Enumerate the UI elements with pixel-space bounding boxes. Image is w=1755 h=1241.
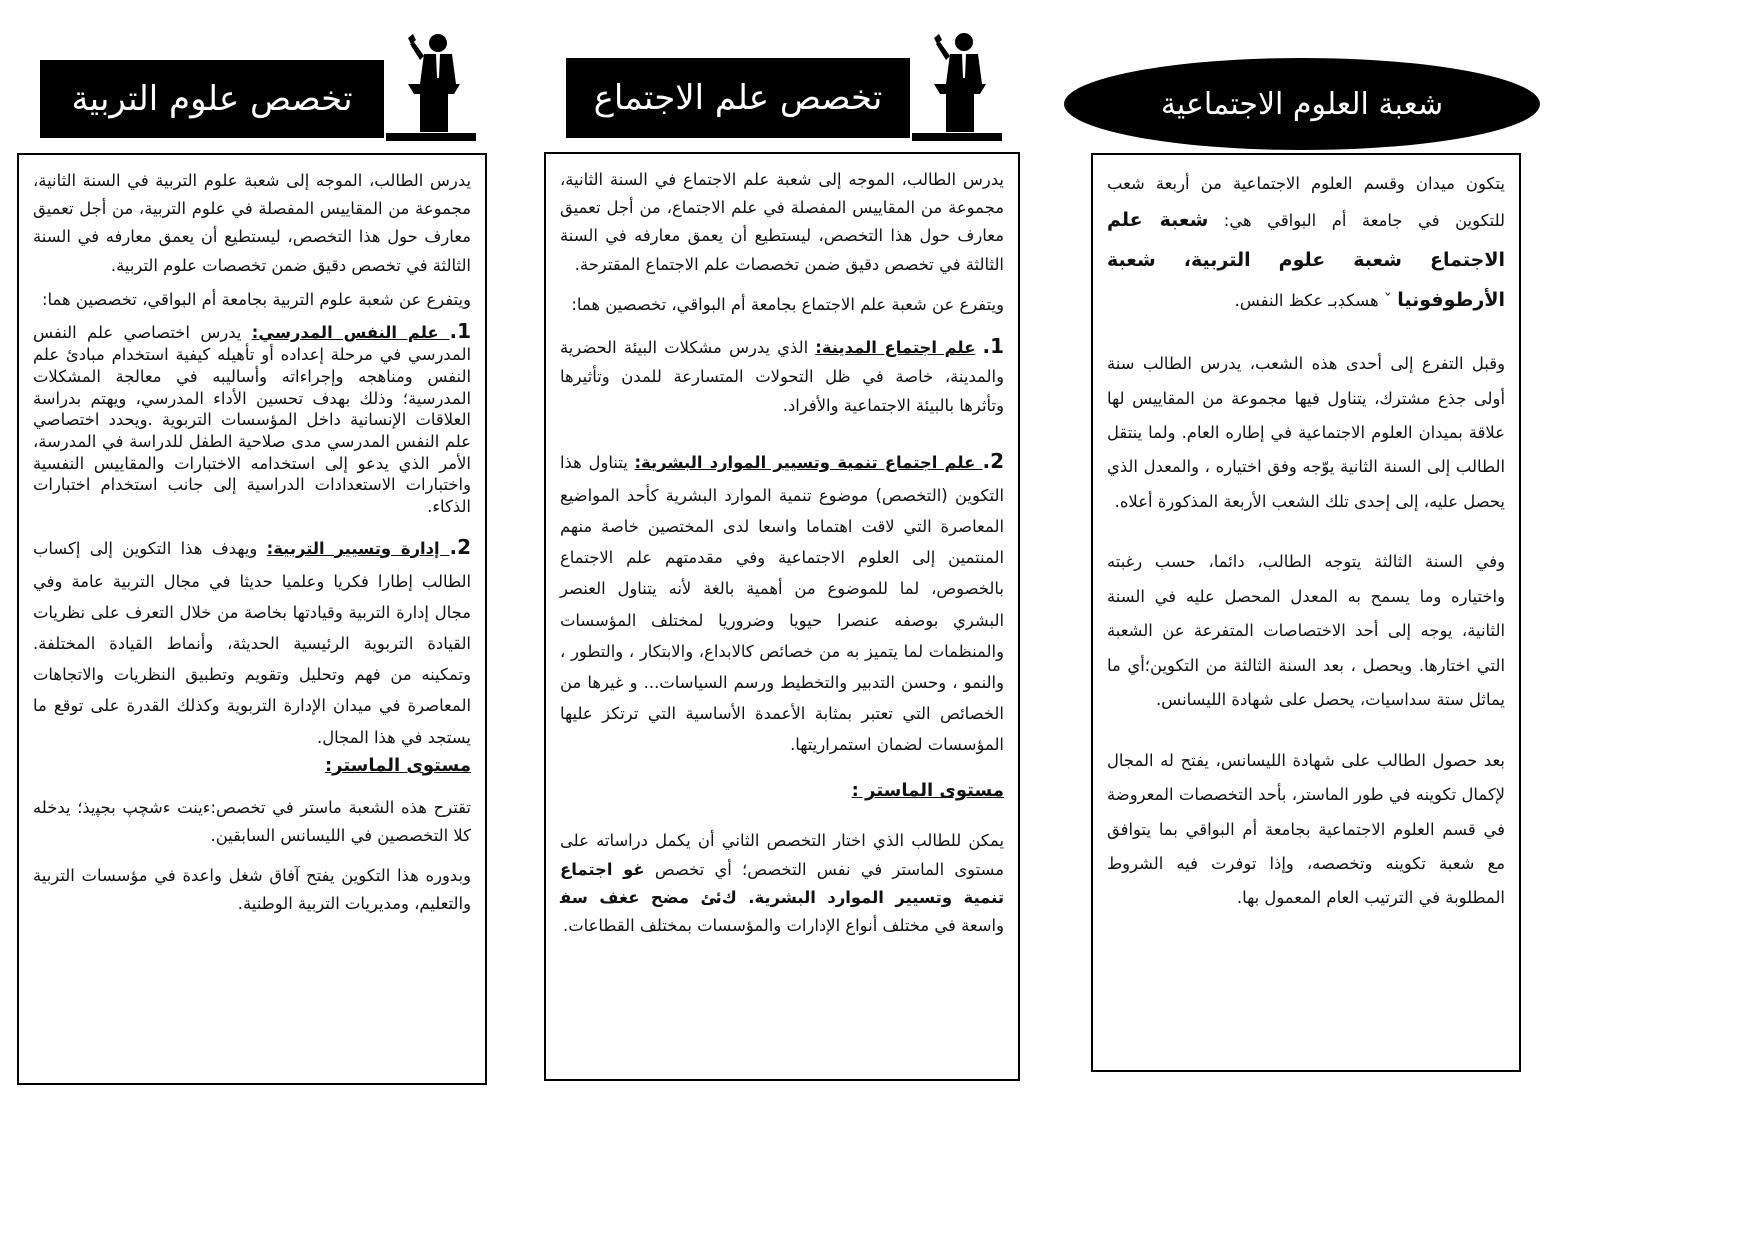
paragraph-third-year: وفي السنة الثالثة يتوجه الطالب، دائما، حسب رغبته واختياره وما يسمح به المعدل المحصل عليه في السنة الثانية، يوجه إلى أحد الاختصاصات المتفرعة عن الشعبة التي اختارها. ويحصل ، بعد السنة الثالثة من التكوين؛أي ما يماثل ستة سداسيات، يحصل على شهادة الليسانس. [1107, 552, 1505, 710]
header-sociology-label: تخصص علم الاجتماع [593, 78, 883, 118]
departments-list: شعبة علم الاجتماع شعبة علوم التربية، شعبة الأرطوفونيا [1107, 209, 1505, 312]
garbled-text: ﻙﺋﺊ ﻣﻀﺢ ﻋﻐﻒ ﺳﻔ [560, 887, 749, 907]
paragraph-branches: ويتفرع عن شعبة علم الاجتماع بجامعة أم البواقي، تخصصين هما: [571, 294, 1004, 314]
section-hr-sociology [560, 442, 1004, 761]
text: تقترح هذه الشعبة ماستر في تخصص: [210, 797, 471, 817]
paragraph-master [560, 827, 1004, 940]
section-number: 1. [449, 319, 471, 344]
section-text: الذي يدرس مشكلات البيئة الحضرية والمدينة، خاصة في ظل التحولات المتسارعة للمدن وتأثيرها وتأثرها بالبيئة الاجتماعية والأفراد. [560, 338, 1004, 415]
header-social-sciences [1064, 58, 1540, 150]
paragraph-branches: ويتفرع عن شعبة علوم التربية بجامعة أم البواقي، تخصصين هما: [42, 289, 471, 309]
header-education-label: تخصص علوم التربية [71, 79, 353, 119]
section-school-psychology [33, 318, 471, 518]
section-title: علم النفس المدرسي: [251, 323, 450, 343]
paragraph-common-core: وقبل التفرع إلى أحدى هذه الشعب، يدرس الطالب سنة أولى جذع مشترك، يتناول فيها مجموعة من المقاييس لها علاقة بميدان العلوم الاجتماعية في إطاره العام. ولما ينتقل الطالب إلى السنة الثانية يوّجه وفق اختياره ، والمعدل الذي يحصل عليه، إلى إحدى تلك الشعب الأربعة المذكورة أعلاه. [1107, 354, 1505, 511]
section-text: يتناول هذا التكوين (التخصص) موضوع تنمية الموارد البشرية كأحد المواضيع المعاصرة التي لاقت اهتماما واسعا لدى المختصين خاصة منهم المنتمين إلى العلوم الاجتماعية وفي مقدمتهم علم الاجتماع بالخصوص، لما للموضوع من أهمية بالغة لأنه يتناول العنصر البشري بوصفه عنصرا حيويا وضروريا لمختلف المؤسسات والمنظمات لما يتميز به من خصائص كالابداع، والابتكار ، والتطور ، والنمو ، وحسن التدبير والتخطيط ورسم السياسات... و غيرها من الخصائص التي تعتبر بمثابة الأعمدة الأساسية التي ترتكز عليها المؤسسات لضمان استمراريتها. [560, 452, 1004, 755]
text: واسعة في مختلف أنواع الإدارات والمؤسسات بمختلف القطاعات. [563, 916, 1004, 936]
paragraph-departments [1107, 167, 1505, 321]
speaker-at-podium-icon [386, 30, 478, 142]
master-specialty: غو اجتماع تنمية وتسيير الموارد البشرية. [560, 859, 1004, 907]
column-sociology [544, 152, 1020, 1081]
speaker-at-podium-icon [912, 28, 1004, 142]
paragraph-intro: يدرس الطالب، الموجه إلى شعبة علم الاجتماع في السنة الثانية، مجموعة من المقاييس المفصلة في علم الاجتماع، من أجل تعميق معارف حول هذا التخصص، ليستطيع أن يعمق معارفه في السنة الثالثة في تخصص دقيق ضمن تخصصات علم الاجتماع المقترحة. [560, 170, 1004, 274]
section-urban-sociology [560, 329, 1004, 420]
section-number: 2. [982, 448, 1005, 473]
section-education-management [33, 528, 471, 753]
paragraph-master [33, 794, 471, 850]
section-text: يدرس اختصاصي علم النفس المدرسي في مرحلة إعداده أو تأهيله كيفية استخدام مبادئ علم النفس ومناهجه وإجراءاته وأساليبه في معالجة المشكلات المدرسية؛ وذلك بهدف تحسين الأداء المدرسي، ويهتم بدراسة العلاقات الإنسانية داخل المؤسسات التربوية .ويحدد اختصاصي علم النفس المدرسي مدى صلاحية الطفل للدراسة في المدرسة، الأمر الذي يدعو إلى استخدامه الاختبارات والمقاييس النفسية واختبارات الاستعدادات الدراسية إلى جانب استخدام اختبارات الذكاء. [33, 323, 471, 517]
text: النفس. [1234, 291, 1289, 311]
header-education [40, 60, 384, 138]
section-title: علم اجتماع تنمية وتسيير الموارد البشرية: [634, 452, 983, 472]
text: يتكون ميدان وقسم العلوم الاجتماعية من أربعة شعب للتكوين في جامعة أم البواقي هي: [1107, 174, 1506, 231]
section-number: 1. [982, 334, 1004, 359]
garbled-text: ﺀﻳﻨﺖ ﺀﺷﭽﭗ ﺑﺠﭙﻳﺬ؛ [77, 797, 211, 817]
garbled-text: ˇ هسكڊبـ عكظ [1288, 291, 1398, 311]
paragraph-master: بعد حصول الطالب على شهادة الليسانس، يفتح له المجال لإكمال تكوينه في طور الماستر، بأحد التخصصات المعروضة في قسم العلوم الاجتماعية بجامعة أم البواقي بما يتوافق مع شعبة تكوينه وتخصصه، وإذا توفرت فيه الشروط المطلوبة في الترتيب العام المعمول بها. [1107, 750, 1505, 908]
column-education [17, 153, 487, 1085]
section-title: إدارة وتسيير التربية: [266, 538, 450, 558]
section-number: 2. [449, 534, 471, 559]
column-social-sciences [1091, 153, 1521, 1072]
paragraph-intro: يدرس الطالب، الموجه إلى شعبة علوم التربية في السنة الثانية، مجموعة من المقاييس المفصلة في علوم التربية، من أجل تعميق معارف حول هذا التخصص، ليستطيع أن يعمق معارفه في السنة الثالثة في تخصص دقيق ضمن تخصصات علوم التربية. [33, 171, 471, 275]
master-heading: مستوى الماستر: [324, 754, 471, 776]
master-heading: مستوى الماستر : [851, 780, 1004, 802]
paragraph-outlook: وبدوره هذا التكوين يفتح آفاق شغل واعدة في مؤسسات التربية والتعليم، ومديريات التربية الوطنية. [33, 866, 471, 914]
text: يمكن للطالب الذي اختار التخصص الثاني أن يكمل دراساته على مستوى الماستر في نفس التخصص؛ أي تخصص [560, 831, 1005, 879]
header-social-sciences-label: شعبة العلوم الاجتماعية [1160, 86, 1444, 122]
section-text: ويهدف هذا التكوين إلى إكساب الطالب إطارا فكريا وعلميا حديثا في مجال التربية عامة وفي مجال إدارة التربية وقيادتها بخاصة من خلال التعرف على نظريات القيادة التربوية الرئيسية الحديثة، وأنماط القيادة المختلفة. وتمكينه من فهم وتحليل وتقويم وتطبيق النظريات والاتجاهات المعاصرة في ميدان الإدارة التربوية وكذلك القدرة على توقع ما يستجد في هذا المجال. [33, 538, 471, 747]
section-title: علم اجتماع المدينة: [815, 338, 976, 358]
header-sociology [566, 58, 910, 138]
text: يدخله كلا التخصصين في الليسانس السابقين. [33, 797, 471, 845]
